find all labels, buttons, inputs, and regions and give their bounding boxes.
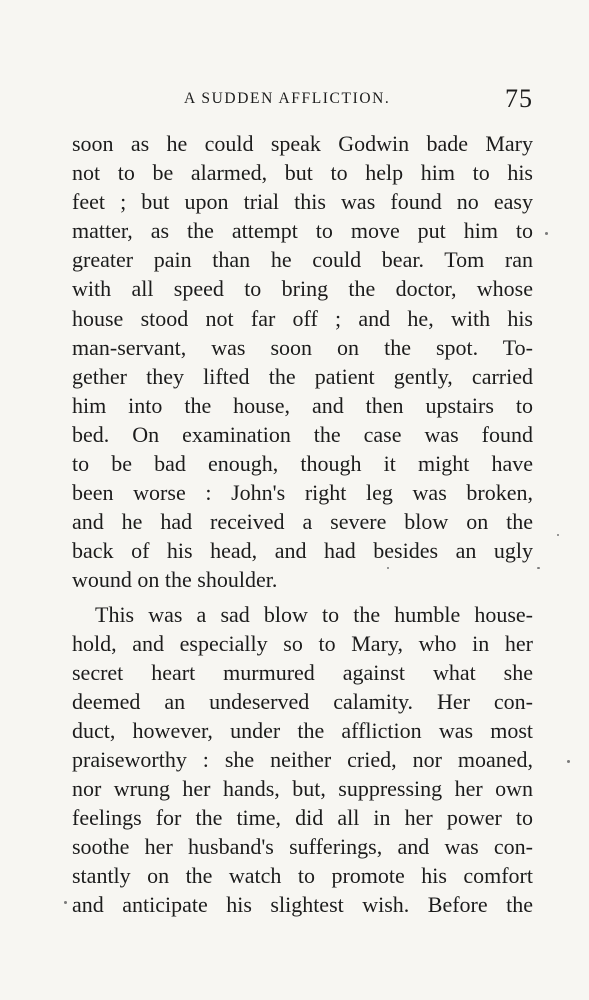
text-line: duct, however, under the affliction was most — [72, 717, 533, 743]
text-line: gether they lifted the patient gently, carried — [72, 363, 533, 389]
text-line: greater pain than he could bear. Tom ran — [72, 247, 533, 273]
text-line: back of his head, and had besides an ugly — [72, 538, 533, 564]
text-line: hold, and especially so to Mary, who in her — [72, 630, 533, 656]
paper-speck — [545, 232, 548, 235]
text-line: feelings for the time, did all in her power to — [72, 805, 533, 831]
text-line: and he had received a severe blow on the — [72, 509, 533, 535]
text-line: not to be alarmed, but to help him to his — [72, 160, 533, 186]
text-line: with all speed to bring the doctor, whose — [72, 276, 533, 302]
running-head — [0, 86, 589, 116]
body-text — [72, 129, 533, 920]
paper-speck — [64, 901, 67, 904]
text-line: been worse : John's right leg was broken, — [72, 480, 533, 506]
text-line: bed. On examination the case was found — [72, 421, 533, 447]
page-number: 75 — [505, 84, 533, 113]
text-line: This was a sad blow to the humble house- — [95, 601, 533, 627]
text-line: soon as he could speak Godwin bade Mary — [72, 131, 533, 156]
text-line: feet ; but upon trial this was found no easy — [72, 189, 533, 215]
text-line: stantly on the watch to promote his comfort — [72, 863, 533, 889]
text-line: man-servant, was soon on the spot. To- — [72, 334, 533, 360]
text-line: secret heart murmured against what she — [72, 659, 533, 685]
paragraph — [72, 129, 533, 595]
text-line: deemed an undeserved calamity. Her con- — [72, 688, 533, 714]
running-title: A SUDDEN AFFLICTION. — [184, 90, 391, 107]
paper-speck — [567, 760, 570, 763]
text-line: matter, as the attempt to move put him to — [72, 218, 533, 244]
text-line: praiseworthy : she neither cried, nor moaned, — [72, 746, 533, 772]
text-line: him into the house, and then upstairs to — [72, 392, 533, 418]
text-line: to be bad enough, though it might have — [72, 451, 533, 477]
text-line: nor wrung her hands, but, suppressing her own — [72, 776, 533, 802]
paper-speck — [537, 567, 540, 569]
paper-speck — [557, 534, 559, 536]
text-line: soothe her husband's sufferings, and was con- — [72, 834, 533, 860]
text-line: wound on the shoulder. — [72, 567, 278, 593]
text-line: and anticipate his slightest wish. Before the — [72, 892, 533, 918]
paper-speck — [387, 567, 389, 569]
paragraph — [72, 600, 533, 920]
text-line: house stood not far off ; and he, with his — [72, 305, 533, 331]
